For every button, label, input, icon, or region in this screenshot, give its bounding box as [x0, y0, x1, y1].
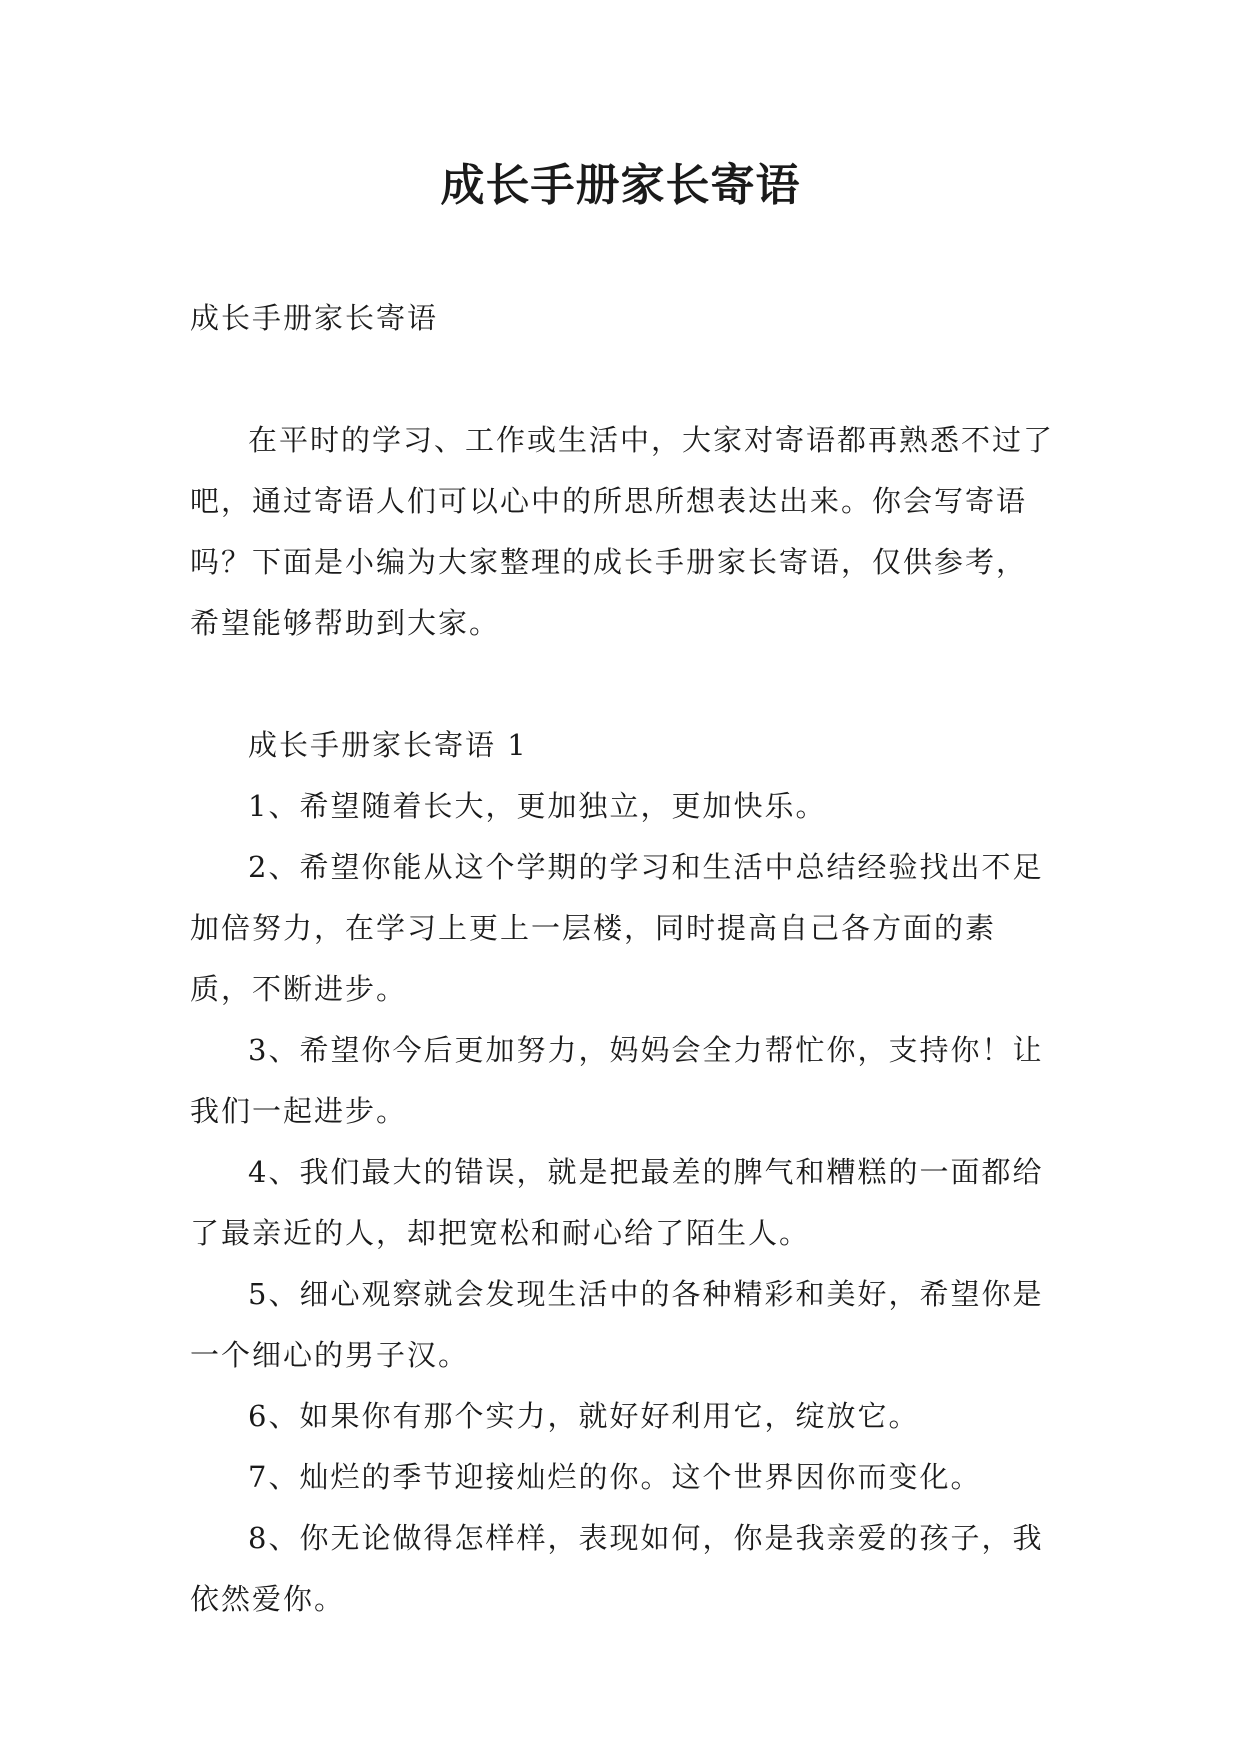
section-heading: 成长手册家长寄语 1: [248, 728, 528, 762]
document-subtitle: 成长手册家长寄语: [190, 301, 439, 335]
list-item: 4、我们最大的错误，就是把最差的脾气和糟糕的一面都给了最亲近的人，却把宽松和耐心给了陌生人。: [190, 1155, 1044, 1250]
intro-paragraph: 在平时的学习、工作或生活中，大家对寄语都再熟悉不过了吧，通过寄语人们可以心中的所思所想表达出来。你会写寄语吗？下面是小编为大家整理的成长手册家长寄语，仅供参考，希望能够帮助到大家。: [190, 423, 1055, 640]
list-item: 1、希望随着长大，更加独立，更加快乐。: [248, 789, 827, 823]
list-item: 6、如果你有那个实力，就好好利用它，绽放它。: [248, 1399, 920, 1433]
document-title: 成长手册家长寄语: [440, 160, 801, 211]
list-item: 8、你无论做得怎样样，表现如何，你是我亲爱的孩子，我依然爱你。: [190, 1521, 1044, 1616]
list-item: 7、灿烂的季节迎接灿烂的你。这个世界因你而变化。: [248, 1460, 982, 1494]
list-item: 3、希望你今后更加努力，妈妈会全力帮忙你，支持你！让我们一起进步。: [190, 1033, 1044, 1128]
document-body: [190, 288, 1055, 1630]
list-item: 5、细心观察就会发现生活中的各种精彩和美好，希望你是一个细心的男子汉。: [190, 1277, 1044, 1372]
list-item: 2、希望你能从这个学期的学习和生活中总结经验找出不足加倍努力，在学习上更上一层楼，同时提高自己各方面的素质，不断进步。: [190, 850, 1044, 1006]
